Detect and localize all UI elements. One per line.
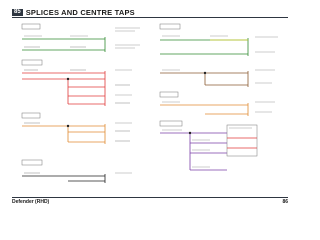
connector-box	[22, 160, 42, 165]
connector-box	[22, 113, 40, 118]
wire-group-black-left	[22, 174, 105, 183]
wire-group-red-left	[22, 71, 105, 106]
footer-rule	[12, 197, 288, 198]
wire-group-orange-left	[22, 124, 105, 144]
wire-group-green-top-right	[160, 38, 248, 56]
splice-dot-icon	[67, 72, 206, 134]
wire-group-green-top-left	[22, 37, 105, 52]
wire-group-red-right	[227, 138, 257, 148]
footer-page-number: 86	[282, 199, 288, 205]
connector-box	[160, 121, 182, 126]
wire-group-orange-right	[160, 103, 248, 116]
connector-box	[160, 24, 180, 29]
connector-box	[22, 24, 40, 29]
connector-box	[160, 92, 178, 97]
connector-box	[22, 60, 42, 65]
component-box	[227, 125, 257, 156]
footer-document-title: Defender (RHD)	[12, 199, 50, 205]
page-title: SPLICES AND CENTRE TAPS	[25, 7, 135, 17]
wire-group-purple-right	[160, 133, 227, 170]
section-number-badge: 85	[14, 8, 21, 15]
